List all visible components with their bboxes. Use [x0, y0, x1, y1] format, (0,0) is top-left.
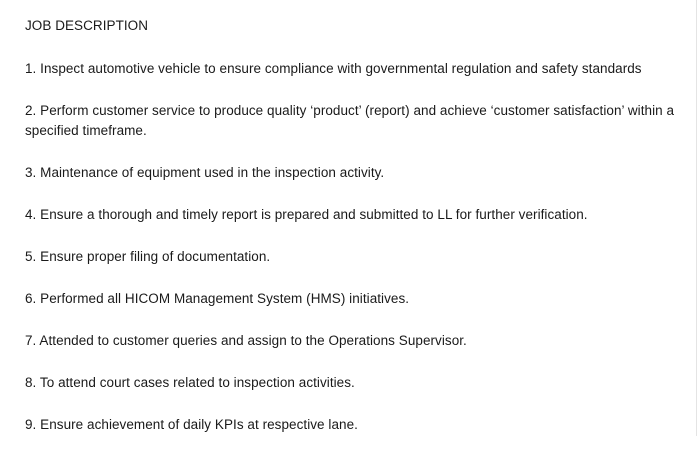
list-item: 7. Attended to customer queries and assign to the Operations Supervisor.: [25, 333, 467, 348]
job-description-section: [25, 17, 680, 457]
list-item: 2. Perform customer service to produce quality ‘product’ (report) and achieve ‘customer satisfaction’ within a specified timeframe.: [25, 103, 675, 138]
section-heading: JOB DESCRIPTION: [25, 18, 149, 33]
list-item: 3. Maintenance of equipment used in the inspection activity.: [25, 165, 385, 180]
list-item: 9. Ensure achievement of daily KPIs at respective lane.: [25, 417, 358, 432]
list-item: 1. Inspect automotive vehicle to ensure compliance with governmental regulation and safety standards: [25, 61, 642, 76]
list-item: 4. Ensure a thorough and timely report is prepared and submitted to LL for further verification.: [25, 207, 588, 222]
list-item: 6. Performed all HICOM Management System (HMS) initiatives.: [25, 291, 410, 306]
list-item: 5. Ensure proper filing of documentation.: [25, 249, 271, 264]
list-item: 8. To attend court cases related to inspection activities.: [25, 375, 355, 390]
job-description-list: [25, 59, 680, 435]
